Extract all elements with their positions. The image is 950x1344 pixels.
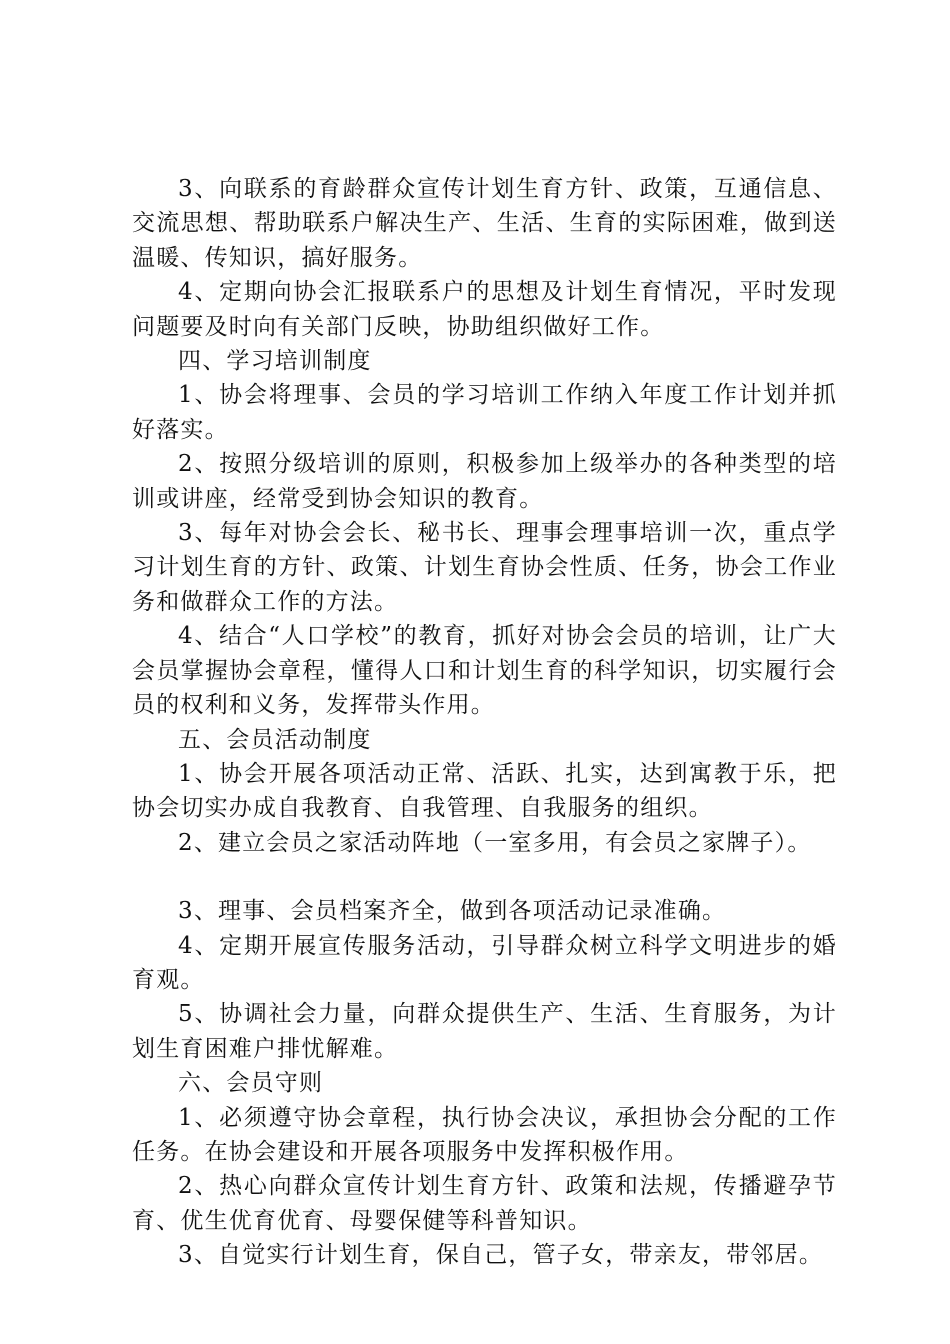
paragraph-training-4: 4、结合“人口学校”的教育，抓好对协会会员的培训，让广大会员掌握协会章程，懂得人口和计划生育的科学知识，切实履行会员的权利和义务，发挥带头作用。 <box>132 623 837 719</box>
section-heading-study-training: 四、学习培训制度 <box>178 348 372 375</box>
paragraph-activities-1: 1、协会开展各项活动正常、活跃、扎实，达到寓教于乐，把协会切实办成自我教育、自我管理、自我服务的组织。 <box>132 760 837 822</box>
paragraph-activities-2: 2、建立会员之家活动阵地（一室多用，有会员之家牌子）。 <box>178 829 812 856</box>
paragraph-activities-3: 3、理事、会员档案齐全，做到各项活动记录准确。 <box>178 898 727 925</box>
paragraph-activities-5: 5、协调社会力量，向群众提供生产、生活、生育服务，为计划生育困难户排忧解难。 <box>132 1001 837 1062</box>
paragraph-rules-1: 1、必须遵守协会章程，执行协会决议，承担协会分配的工作任务。在协会建设和开展各项服务中发挥积极作用。 <box>132 1104 837 1165</box>
document-body <box>132 172 837 1273</box>
section-heading-member-rules: 六、会员守则 <box>178 1070 324 1097</box>
paragraph-4-report: 4、定期向协会汇报联系户的思想及计划生育情况，平时发现问题要及时向有关部门反映，协助组织做好工作。 <box>132 279 837 340</box>
paragraph-training-3: 3、每年对协会会长、秘书长、理事会理事培训一次，重点学习计划生育的方针、政策、计划生育协会性质、任务，协会工作业务和做群众工作的方法。 <box>132 520 837 615</box>
paragraph-activities-4: 4、定期开展宣传服务活动，引导群众树立科学文明进步的婚育观。 <box>132 932 837 993</box>
paragraph-3-publicity: 3、向联系的育龄群众宣传计划生育方针、政策，互通信息、交流思想、帮助联系户解决生产、生活、生育的实际困难，做到送温暖、传知识，搞好服务。 <box>132 176 837 271</box>
paragraph-training-1: 1、协会将理事、会员的学习培训工作纳入年度工作计划并抓好落实。 <box>132 382 837 443</box>
paragraph-training-2: 2、按照分级培训的原则，积极参加上级举办的各种类型的培训或讲座，经常受到协会知识的教育。 <box>132 451 837 512</box>
blank-line <box>132 860 837 894</box>
section-heading-member-activities: 五、会员活动制度 <box>178 726 372 753</box>
paragraph-rules-2: 2、热心向群众宣传计划生育方针、政策和法规，传播避孕节育、优生优育优育、母婴保健等科普知识。 <box>132 1173 837 1234</box>
paragraph-rules-3: 3、自觉实行计划生育，保自己，管子女，带亲友，带邻居。 <box>178 1242 824 1269</box>
